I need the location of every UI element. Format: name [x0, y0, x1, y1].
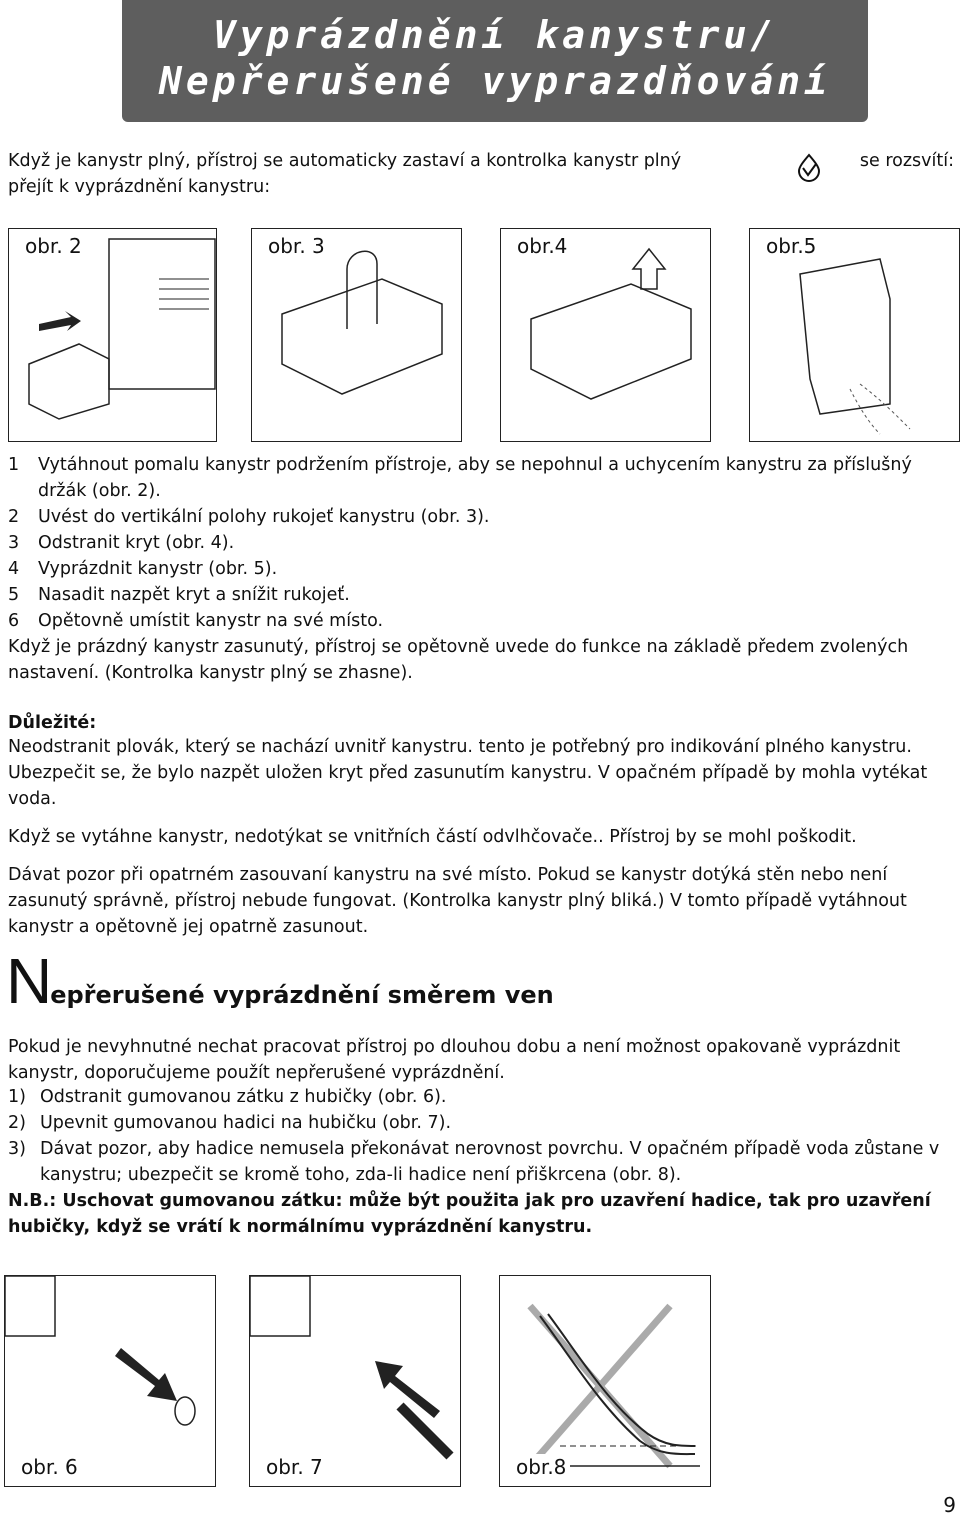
intro-text-right: se rozsvítí:	[859, 151, 954, 171]
step-item: 2 Uvést do vertikální polohy rukojeť kanystru (obr. 3).	[8, 507, 490, 527]
figure-obr-3	[251, 228, 462, 442]
nb-text: Uschovat gumovanou zátku: může být použita jak pro uzavření hadice, tak pro uzavření hubičky, když se vrátí k normálnímu vyprázdnění kanystru.	[8, 1191, 931, 1237]
step-item: 3 Odstranit kryt (obr. 4).	[8, 533, 235, 553]
figure-2-drawing	[9, 229, 216, 441]
title-banner	[122, 0, 868, 122]
after-steps-text: Když je prázdný kanystr zasunutý, přístroj se opětovně uvede do funkce na základě předem zvolených nastavení. (Kontrolka kanystr plný se zhasne).	[8, 637, 909, 683]
figure-3-drawing	[252, 229, 461, 441]
step-item: 5 Nasadit nazpět kryt a snížit rukojeť.	[8, 585, 350, 605]
figure-8-label: obr.8	[516, 1454, 570, 1480]
section-2-initial: N	[6, 945, 51, 1017]
figure-obr-2	[8, 228, 217, 442]
list-item: 2) Upevnit gumovanou hadici na hubičku (obr. 7).	[8, 1113, 452, 1133]
figure-4-drawing	[501, 229, 710, 441]
figure-6-label: obr. 6	[21, 1454, 82, 1480]
important-p3: Dávat pozor při opatrném zasouvaní kanystru na své místo. Pokud se kanystr dotýká stěn nebo není zasunutý správně, přístroj nebude fungovat. (Kontrolka kanystr plný bliká.) V tomto případě vytáhnout kanystr a opětovně jej opatrně zasunout.	[8, 865, 907, 937]
figure-obr-8	[499, 1275, 711, 1487]
figure-obr-4	[500, 228, 711, 442]
important-p1: Neodstranit plovák, který se nachází uvnitř kanystru. tento je potřebný pro indikování plného kanystru. Ubezpečit se, že bylo nazpět uložen kryt před zasunutím kanystru. V opačném případě by mohla vytékat voda.	[8, 737, 928, 809]
figure-obr-6	[4, 1275, 216, 1487]
title-line-2: Nepřerušené vyprazdňování	[159, 59, 831, 103]
figure-obr-7	[249, 1275, 461, 1487]
step-item: 1 Vytáhnout pomalu kanystr podržením přístroje, aby se nepohnul a uchycením kanystru za příslušný držák (obr. 2).	[8, 455, 912, 501]
figure-4-label: obr.4	[517, 233, 571, 259]
section-2-list	[8, 1084, 958, 1240]
nb-label: N.B.:	[8, 1191, 57, 1211]
figure-5-drawing	[750, 229, 959, 441]
tank-full-icon	[794, 152, 824, 182]
steps-list	[8, 452, 958, 686]
title-line-1: Vyprázdnění kanystru/	[212, 13, 778, 57]
section-2-title: epřerušené vyprázdnění směrem ven	[50, 981, 554, 1009]
important-heading: Důležité:	[8, 713, 97, 733]
section-2-heading	[6, 946, 956, 1016]
intro-text-left: Když je kanystr plný, přístroj se automaticky zastaví a kontrolka kanystr plný	[8, 151, 682, 171]
important-p2: Když se vytáhne kanystr, nedotýkat se vnitřních částí odvlhčovače.. Přístroj by se mohl poškodit.	[8, 827, 857, 847]
list-item: 1) Odstranit gumovanou zátku z hubičky (obr. 6).	[8, 1087, 447, 1107]
figure-5-label: obr.5	[766, 233, 820, 259]
page-number: 9	[943, 1493, 956, 1517]
list-item: 3) Dávat pozor, aby hadice nemusela překonávat nerovnost povrchu. V opačném případě voda zůstane v kanystru; ubezpečit se kromě toho, zda-li hadice není přiškrcena (obr. 8).	[8, 1139, 940, 1185]
section-2-intro: Pokud je nevyhnutné nechat pracovat přístroj po dlouhou dobu a není možnost opakovaně vyprázdnit kanystr, doporučujeme použít nepřerušené vyprázdnění.	[8, 1037, 901, 1083]
step-item: 4 Vyprázdnit kanystr (obr. 5).	[8, 559, 278, 579]
nb-note	[8, 1188, 958, 1240]
intro-text	[8, 148, 798, 200]
figure-2-label: obr. 2	[25, 233, 86, 259]
figure-obr-5	[749, 228, 960, 442]
figure-3-label: obr. 3	[268, 233, 329, 259]
intro-text-line2: přejít k vyprázdnění kanystru:	[8, 177, 271, 197]
step-item: 6 Opětovně umístit kanystr na své místo.	[8, 611, 384, 631]
figure-7-label: obr. 7	[266, 1454, 327, 1480]
